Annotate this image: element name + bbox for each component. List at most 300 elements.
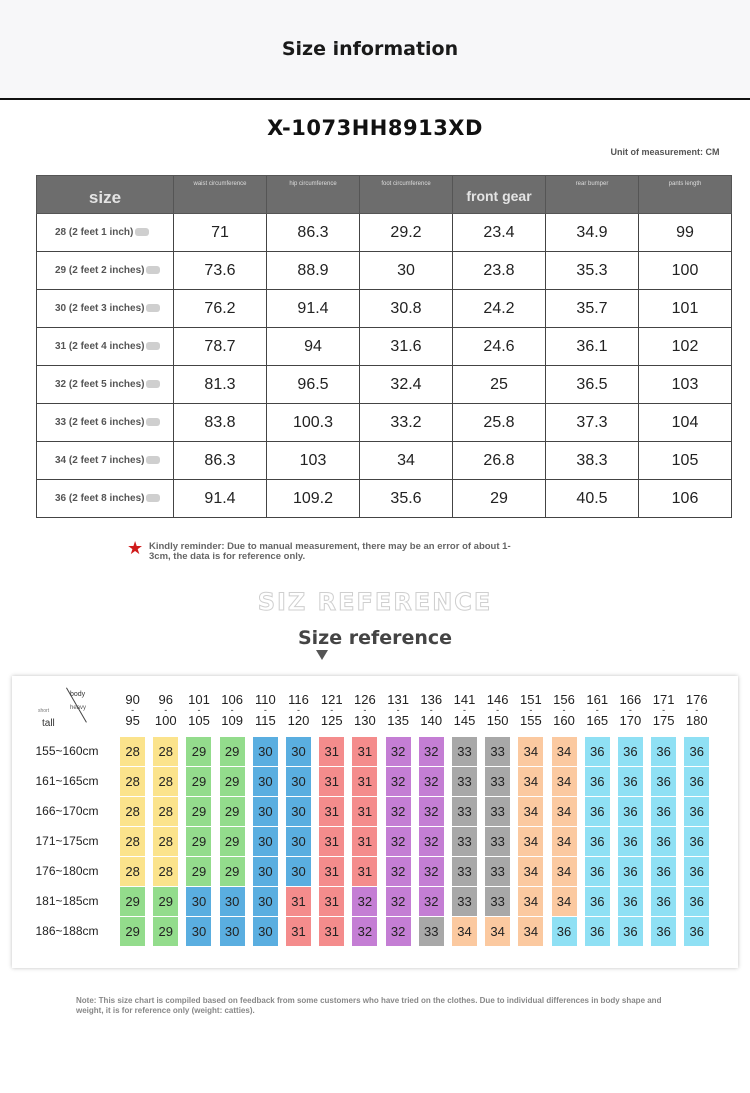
weight-column-header	[581, 684, 614, 736]
size-cell	[382, 766, 415, 796]
size-cell	[249, 826, 282, 856]
size-cell-value: 36	[684, 917, 709, 946]
measurement-value: 24.6	[453, 328, 546, 366]
size-cell-value: 33	[452, 737, 477, 766]
size-cell	[348, 826, 381, 856]
size-cell-value: 34	[518, 767, 543, 796]
size-cell	[315, 856, 348, 886]
size-cell	[514, 736, 547, 766]
measurement-value: 76.2	[174, 290, 267, 328]
measurement-value: 100	[639, 252, 732, 290]
weight-from: 116	[288, 692, 309, 707]
size-cell-value: 28	[120, 797, 145, 826]
size-cell-value: 32	[352, 917, 377, 946]
size-cell	[514, 766, 547, 796]
size-cell	[382, 916, 415, 946]
blurred-mark	[146, 380, 160, 388]
size-cell	[216, 856, 249, 886]
size-cell-value: 36	[651, 887, 676, 916]
size-cell-value: 36	[651, 917, 676, 946]
measurement-value: 34	[360, 442, 453, 480]
weight-to: 109	[221, 713, 243, 728]
size-cell-value: 29	[120, 917, 145, 946]
size-cell-value: 30	[286, 827, 311, 856]
size-cell-value: 36	[618, 887, 643, 916]
grid-corner	[18, 684, 116, 736]
size-cell	[547, 916, 580, 946]
size-reference-title: Size reference	[297, 627, 453, 649]
weight-dash: -	[595, 705, 599, 715]
size-cell	[581, 766, 614, 796]
weight-from: 156	[553, 692, 575, 707]
size-cell-value: 34	[552, 797, 577, 826]
size-cell-value: 30	[253, 797, 278, 826]
measurement-value: 37.3	[546, 404, 639, 442]
reminder	[127, 538, 515, 562]
size-cell-value: 31	[352, 737, 377, 766]
size-cell	[249, 736, 282, 766]
weight-column-header	[282, 684, 315, 736]
measurement-value: 31.6	[360, 328, 453, 366]
weight-to: 125	[320, 713, 343, 728]
size-cell-value: 33	[485, 857, 510, 886]
header-front-gear: front gear	[453, 176, 546, 214]
size-cell-value: 36	[585, 767, 610, 796]
size-cell-value: 29	[186, 857, 211, 886]
size-cell-value: 32	[386, 737, 411, 766]
weight-dash: -	[496, 705, 500, 715]
size-cell	[415, 796, 448, 826]
measurement-value: 78.7	[174, 328, 267, 366]
size-cell	[149, 886, 182, 916]
size-cell-value: 34	[485, 917, 510, 946]
size-cell	[514, 796, 547, 826]
size-cell-value: 36	[651, 827, 676, 856]
size-cell	[182, 886, 215, 916]
weight-dash: -	[263, 705, 267, 715]
size-cell-value: 28	[153, 797, 178, 826]
weight-from: 101	[188, 692, 210, 707]
size-cell	[382, 736, 415, 766]
weight-column-header	[382, 684, 415, 736]
size-cell	[415, 736, 448, 766]
weight-column-header	[315, 684, 348, 736]
size-cell	[348, 766, 381, 796]
size-cell	[614, 916, 647, 946]
size-cell	[182, 766, 215, 796]
weight-from: 121	[320, 692, 343, 707]
size-cell	[581, 916, 614, 946]
size-cell-value: 34	[518, 827, 543, 856]
size-cell-value: 32	[419, 887, 444, 916]
size-cell	[614, 736, 647, 766]
measurement-row	[37, 252, 732, 290]
measurement-value: 88.9	[267, 252, 360, 290]
size-cell	[680, 856, 713, 886]
size-cell	[216, 796, 249, 826]
size-cell-value: 36	[684, 857, 709, 886]
weight-dash: -	[662, 705, 666, 715]
size-cell-value: 28	[153, 827, 178, 856]
size-cell-value: 33	[419, 917, 444, 946]
size-cell	[348, 916, 381, 946]
weight-dash: -	[429, 705, 433, 715]
size-cell	[448, 766, 481, 796]
measurement-value: 103	[639, 366, 732, 404]
weight-from: 96	[158, 692, 174, 707]
measurement-row	[37, 480, 732, 518]
size-cell	[216, 916, 249, 946]
measurement-value: 36.1	[546, 328, 639, 366]
height-label: 155~160cm	[35, 744, 99, 758]
weight-column-header	[614, 684, 647, 736]
size-cell-value: 36	[585, 857, 610, 886]
size-cell-value: 30	[286, 767, 311, 796]
size-cell	[348, 886, 381, 916]
size-cell	[149, 766, 182, 796]
size-cell-value: 30	[286, 737, 311, 766]
size-cell-value: 28	[153, 737, 178, 766]
blurred-mark	[146, 304, 160, 312]
size-cell-value: 36	[651, 737, 676, 766]
size-cell	[614, 856, 647, 886]
weight-to: 140	[420, 713, 443, 728]
size-cell	[282, 796, 315, 826]
size-cell-value: 36	[651, 857, 676, 886]
size-cell	[481, 796, 514, 826]
weight-to: 120	[287, 713, 310, 728]
weight-from: 110	[254, 692, 276, 707]
blurred-mark	[146, 342, 160, 350]
size-cell	[116, 886, 149, 916]
size-cell	[614, 796, 647, 826]
measurement-value: 35.7	[546, 290, 639, 328]
size-cell-value: 32	[386, 917, 411, 946]
header-rear-bumper: rear bumper	[546, 176, 639, 214]
weight-from: 131	[387, 692, 409, 707]
size-cell-value: 34	[552, 767, 577, 796]
size-cell-value: 34	[518, 797, 543, 826]
size-cell	[249, 916, 282, 946]
size-cell	[481, 886, 514, 916]
weight-to: 175	[652, 713, 675, 728]
header-hip: hip circumference	[267, 176, 360, 214]
size-cell	[415, 826, 448, 856]
size-cell	[315, 886, 348, 916]
size-cell-value: 31	[319, 917, 344, 946]
measurement-header-row	[37, 176, 732, 214]
size-cell-value: 32	[419, 827, 444, 856]
weight-to: 155	[519, 713, 542, 728]
size-cell-value: 34	[552, 887, 577, 916]
size-cell-value: 29	[220, 827, 245, 856]
size-label	[37, 480, 174, 518]
weight-dash: -	[230, 705, 234, 715]
size-cell	[614, 766, 647, 796]
blurred-mark	[146, 418, 160, 426]
size-cell-value: 30	[186, 917, 211, 946]
size-cell-value: 32	[386, 857, 411, 886]
size-cell	[182, 826, 215, 856]
siz-reference-label: SIZ REFERENCE	[257, 588, 493, 616]
measurement-value: 30	[360, 252, 453, 290]
size-cell-value: 31	[319, 797, 344, 826]
weight-to: 100	[154, 713, 177, 728]
measurement-value: 86.3	[174, 442, 267, 480]
measurement-value: 29	[453, 480, 546, 518]
grid-row	[18, 766, 713, 796]
measurement-value: 32.4	[360, 366, 453, 404]
size-cell-value: 32	[352, 887, 377, 916]
size-cell-value: 29	[186, 797, 211, 826]
size-cell	[282, 736, 315, 766]
size-label-text: 36 (2 feet 8 inches)	[55, 492, 145, 504]
size-cell	[382, 826, 415, 856]
size-cell	[481, 856, 514, 886]
weight-from: 146	[486, 692, 509, 707]
size-cell-value: 33	[485, 737, 510, 766]
grid-row	[18, 736, 713, 766]
measurement-value: 81.3	[174, 366, 267, 404]
arrow-down-icon	[316, 650, 328, 660]
weight-from: 141	[453, 692, 476, 707]
weight-column-header	[149, 684, 182, 736]
size-cell	[282, 826, 315, 856]
size-label-text: 34 (2 feet 7 inches)	[55, 454, 145, 466]
size-cell-value: 36	[651, 797, 676, 826]
blurred-mark	[135, 228, 149, 236]
size-cell-value: 36	[684, 887, 709, 916]
size-cell-value: 31	[319, 857, 344, 886]
measurement-value: 102	[639, 328, 732, 366]
measurement-value: 73.6	[174, 252, 267, 290]
measurement-row	[37, 290, 732, 328]
size-cell-value: 30	[253, 887, 278, 916]
size-cell-value: 33	[452, 827, 477, 856]
weight-dash: -	[297, 705, 301, 715]
measurement-value: 35.3	[546, 252, 639, 290]
measurement-value: 36.5	[546, 366, 639, 404]
size-cell	[149, 916, 182, 946]
size-cell-value: 31	[286, 917, 311, 946]
size-cell-value: 28	[120, 767, 145, 796]
blurred-mark	[146, 494, 160, 502]
size-cell	[481, 766, 514, 796]
size-cell	[448, 916, 481, 946]
size-cell	[581, 736, 614, 766]
size-cell-value: 36	[618, 827, 643, 856]
size-cell	[647, 736, 680, 766]
size-cell	[680, 916, 713, 946]
size-cell-value: 36	[651, 767, 676, 796]
size-cell	[182, 856, 215, 886]
size-cell-value: 34	[552, 737, 577, 766]
weight-dash: -	[562, 705, 566, 715]
size-cell	[315, 916, 348, 946]
grid-header-row	[18, 684, 713, 736]
measurement-value: 83.8	[174, 404, 267, 442]
size-cell-value: 30	[286, 797, 311, 826]
size-cell-value: 32	[386, 767, 411, 796]
header-pants-length: pants length	[639, 176, 732, 214]
size-cell-value: 28	[120, 737, 145, 766]
size-cell	[547, 766, 580, 796]
size-cell	[116, 916, 149, 946]
measurement-value: 109.2	[267, 480, 360, 518]
size-cell-value: 33	[485, 827, 510, 856]
size-cell	[149, 796, 182, 826]
size-cell	[547, 856, 580, 886]
weight-from: 161	[586, 692, 609, 707]
star-icon: ★	[127, 538, 144, 558]
weight-column-header	[249, 684, 282, 736]
weight-dash: -	[363, 705, 367, 715]
weight-column-header	[116, 684, 149, 736]
size-cell-value: 34	[518, 887, 543, 916]
size-cell-value: 31	[286, 887, 311, 916]
size-cell-value: 36	[684, 827, 709, 856]
size-cell-value: 36	[618, 737, 643, 766]
weight-to: 95	[125, 713, 140, 728]
size-cell-value: 28	[120, 827, 145, 856]
size-cell	[382, 796, 415, 826]
size-cell-value: 34	[518, 917, 543, 946]
size-cell	[382, 856, 415, 886]
size-cell-value: 30	[220, 887, 245, 916]
size-cell-value: 34	[518, 737, 543, 766]
weight-dash: -	[695, 705, 699, 715]
size-cell-value: 36	[585, 737, 610, 766]
size-cell	[116, 766, 149, 796]
weight-from: 136	[420, 692, 443, 707]
size-cell	[680, 736, 713, 766]
size-cell-value: 33	[452, 797, 477, 826]
size-cell-value: 36	[552, 917, 577, 946]
size-grid-table	[18, 684, 713, 946]
weight-column-header	[216, 684, 249, 736]
size-label-text: 32 (2 feet 5 inches)	[55, 378, 145, 390]
corner-tall: tall	[42, 718, 55, 729]
height-label: 161~165cm	[35, 774, 99, 788]
weight-to: 160	[553, 713, 575, 728]
size-cell	[116, 736, 149, 766]
size-cell-value: 32	[419, 857, 444, 886]
weight-to: 105	[188, 713, 210, 728]
measurement-value: 86.3	[267, 214, 360, 252]
size-cell	[448, 856, 481, 886]
corner-heavy: heavy	[70, 705, 87, 711]
size-cell	[415, 766, 448, 796]
size-cell-value: 31	[352, 827, 377, 856]
size-cell	[514, 826, 547, 856]
height-label: 181~185cm	[35, 894, 99, 908]
size-cell	[448, 736, 481, 766]
weight-from: 106	[221, 692, 243, 707]
size-cell-value: 32	[419, 797, 444, 826]
weight-column-header	[182, 684, 215, 736]
size-cell-value: 31	[319, 737, 344, 766]
measurement-value: 35.6	[360, 480, 453, 518]
size-label	[37, 442, 174, 480]
size-cell-value: 30	[253, 857, 278, 886]
reminder-text: Kindly reminder: Due to manual measurement, there may be an error of about 1-3cm, the data is for reference only.	[149, 541, 511, 562]
measurement-row	[37, 328, 732, 366]
size-cell	[481, 736, 514, 766]
measurement-value: 24.2	[453, 290, 546, 328]
size-cell	[581, 856, 614, 886]
measurement-value: 25	[453, 366, 546, 404]
size-cell-value: 36	[585, 917, 610, 946]
blurred-mark	[146, 456, 160, 464]
size-cell	[547, 736, 580, 766]
size-cell	[149, 826, 182, 856]
weight-to: 180	[685, 713, 708, 728]
size-cell-value: 29	[220, 797, 245, 826]
weight-column-header	[448, 684, 481, 736]
measurement-value: 23.8	[453, 252, 546, 290]
size-cell-value: 33	[485, 797, 510, 826]
measurement-row	[37, 214, 732, 252]
measurement-value: 101	[639, 290, 732, 328]
size-cell	[680, 766, 713, 796]
measurement-value: 40.5	[546, 480, 639, 518]
weight-from: 126	[354, 692, 376, 707]
size-cell-value: 34	[552, 827, 577, 856]
size-cell	[415, 916, 448, 946]
size-cell-value: 31	[352, 767, 377, 796]
size-label	[37, 252, 174, 290]
size-cell	[614, 886, 647, 916]
size-cell	[547, 826, 580, 856]
size-cell-value: 36	[618, 917, 643, 946]
measurement-value: 105	[639, 442, 732, 480]
size-cell	[315, 826, 348, 856]
weight-column-header	[348, 684, 381, 736]
size-cell	[415, 856, 448, 886]
size-cell	[116, 796, 149, 826]
measurement-value: 91.4	[174, 480, 267, 518]
weight-from: 166	[619, 692, 642, 707]
measurement-value: 103	[267, 442, 360, 480]
size-cell	[182, 916, 215, 946]
weight-column-header	[680, 684, 713, 736]
measurement-value: 29.2	[360, 214, 453, 252]
weight-from: 171	[652, 692, 675, 707]
weight-dash: -	[164, 705, 168, 715]
size-cell	[448, 886, 481, 916]
size-cell-value: 34	[518, 857, 543, 886]
weight-dash: -	[628, 705, 632, 715]
weight-dash: -	[529, 705, 533, 715]
measurement-row	[37, 366, 732, 404]
measurement-value: 26.8	[453, 442, 546, 480]
size-cell-value: 29	[186, 737, 211, 766]
size-cell	[680, 886, 713, 916]
weight-to: 135	[387, 713, 409, 728]
measurement-value: 96.5	[267, 366, 360, 404]
size-cell-value: 28	[153, 767, 178, 796]
size-cell-value: 29	[220, 857, 245, 886]
size-cell-value: 36	[684, 737, 709, 766]
size-cell-value: 31	[319, 767, 344, 796]
measurement-value: 34.9	[546, 214, 639, 252]
size-cell	[216, 886, 249, 916]
weight-dash: -	[462, 705, 466, 715]
size-cell	[149, 856, 182, 886]
weight-dash: -	[330, 705, 334, 715]
size-cell-value: 28	[120, 857, 145, 886]
weight-column-header	[547, 684, 580, 736]
